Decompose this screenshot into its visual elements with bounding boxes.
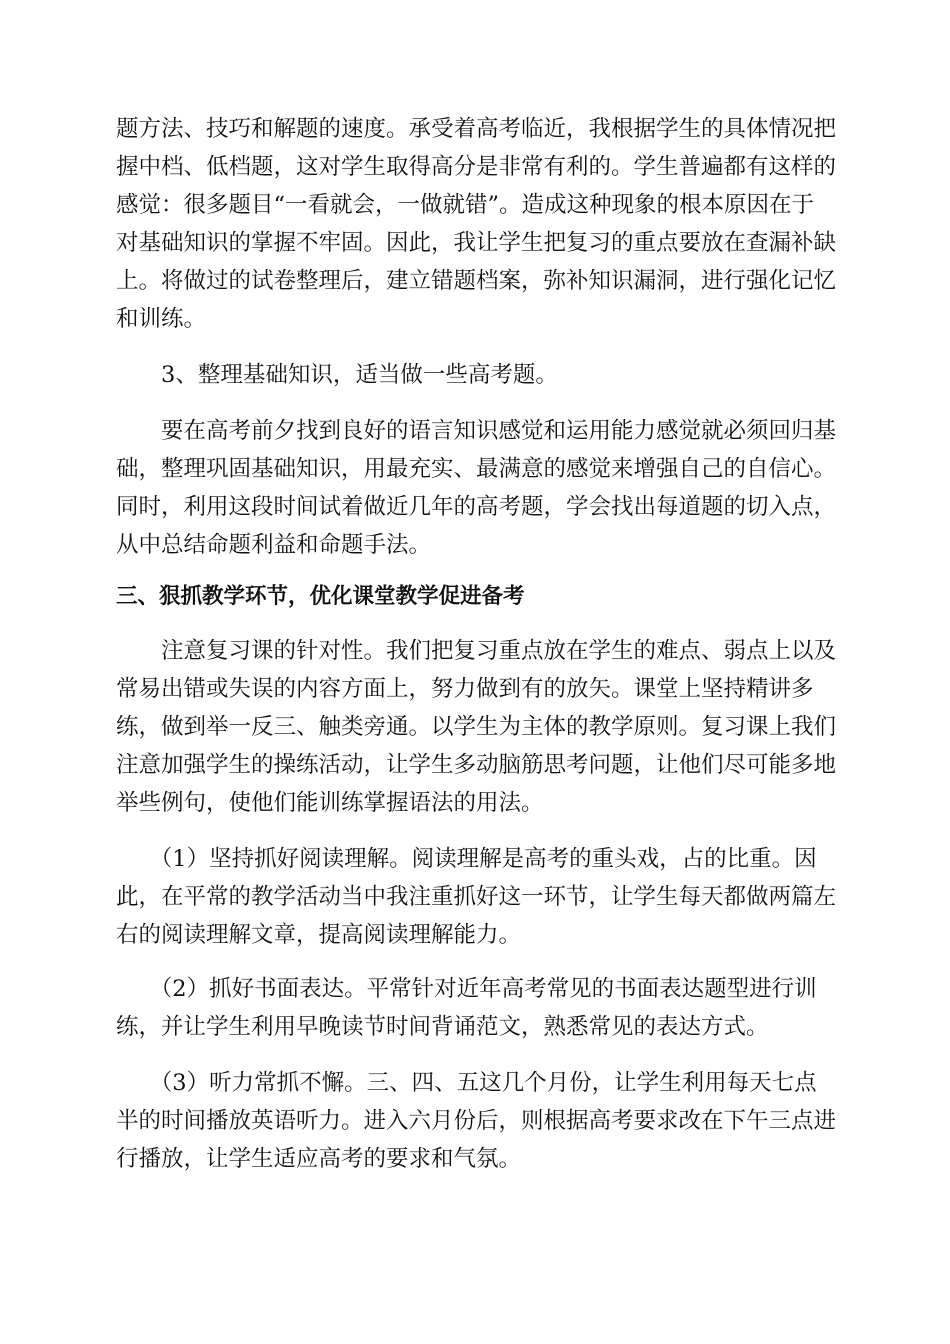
- text-line: 题方法、技巧和解题的速度。承受着高考临近，我根据学生的具体情况把: [116, 116, 837, 142]
- text-line: 同时，利用这段时间试着做近几年的高考题，学会找出每道题的切入点，: [116, 494, 837, 520]
- text-line: 注意加强学生的操练活动，让学生多动脑筋思考问题，让他们尽可能多地: [116, 752, 837, 778]
- text-line: 从中总结命题利益和命题手法。: [116, 532, 432, 558]
- text-line: 要在高考前夕找到良好的语言知识感觉和运用能力感觉就必须回归基: [116, 418, 837, 444]
- text-line: 行播放，让学生适应高考的要求和气氛。: [116, 1146, 522, 1172]
- text-line: 感觉：很多题目“一看就会，一做就错”。造成这种现象的根本原因在于: [116, 192, 815, 218]
- text-line: 注意复习课的针对性。我们把复习重点放在学生的难点、弱点上以及: [116, 638, 837, 664]
- text-line: 练，并让学生利用早晚读节时间背诵范文，熟悉常见的表达方式。: [116, 1014, 769, 1040]
- text-line: 3、整理基础知识，适当做一些高考题。: [116, 362, 558, 388]
- text-line: 对基础知识的掌握不牢固。因此，我让学生把复习的重点要放在查漏补缺: [116, 230, 837, 256]
- heading-text: 三、狠抓教学环节，优化课堂教学促进备考: [116, 584, 525, 609]
- paragraph-5: [116, 840, 836, 954]
- text-line: 常易出错或失误的内容方面上，努力做到有的放矢。课堂上坚持精讲多: [116, 676, 814, 702]
- text-line: 半的时间播放英语听力。进入六月份后，则根据高考要求改在下午三点进: [116, 1108, 837, 1134]
- paragraph-3: [116, 412, 836, 564]
- text-line: 此，在平常的教学活动当中我注重抓好这一环节，让学生每天都做两篇左: [116, 884, 837, 910]
- text-line: 举些例句，使他们能训练掌握语法的用法。: [116, 790, 544, 816]
- text-line: 和训练。: [116, 306, 207, 332]
- paragraph-7: [116, 1064, 836, 1178]
- text-line: 握中档、低档题，这对学生取得高分是非常有利的。学生普遍都有这样的: [116, 154, 837, 180]
- section-heading: [116, 578, 836, 616]
- text-line: （2）抓好书面表达。平常针对近年高考常见的书面表达题型进行训: [116, 976, 817, 1002]
- paragraph-6: [116, 970, 836, 1046]
- text-line: 上。将做过的试卷整理后，建立错题档案，弥补知识漏洞，进行强化记忆: [116, 268, 837, 294]
- text-line: （3）听力常抓不懈。三、四、五这几个月份，让学生利用每天七点: [116, 1070, 817, 1096]
- text-line: （1）坚持抓好阅读理解。阅读理解是高考的重头戏，占的比重。因: [116, 846, 817, 872]
- paragraph-4: [116, 632, 836, 822]
- text-line: 础，整理巩固基础知识，用最充实、最满意的感觉来增强自己的自信心。: [116, 456, 837, 482]
- paragraph-1: [116, 110, 836, 338]
- paragraph-2: [116, 356, 836, 394]
- text-line: 练，做到举一反三、触类旁通。以学生为主体的教学原则。复习课上我们: [116, 714, 837, 740]
- text-line: 右的阅读理解文章，提高阅读理解能力。: [116, 922, 522, 948]
